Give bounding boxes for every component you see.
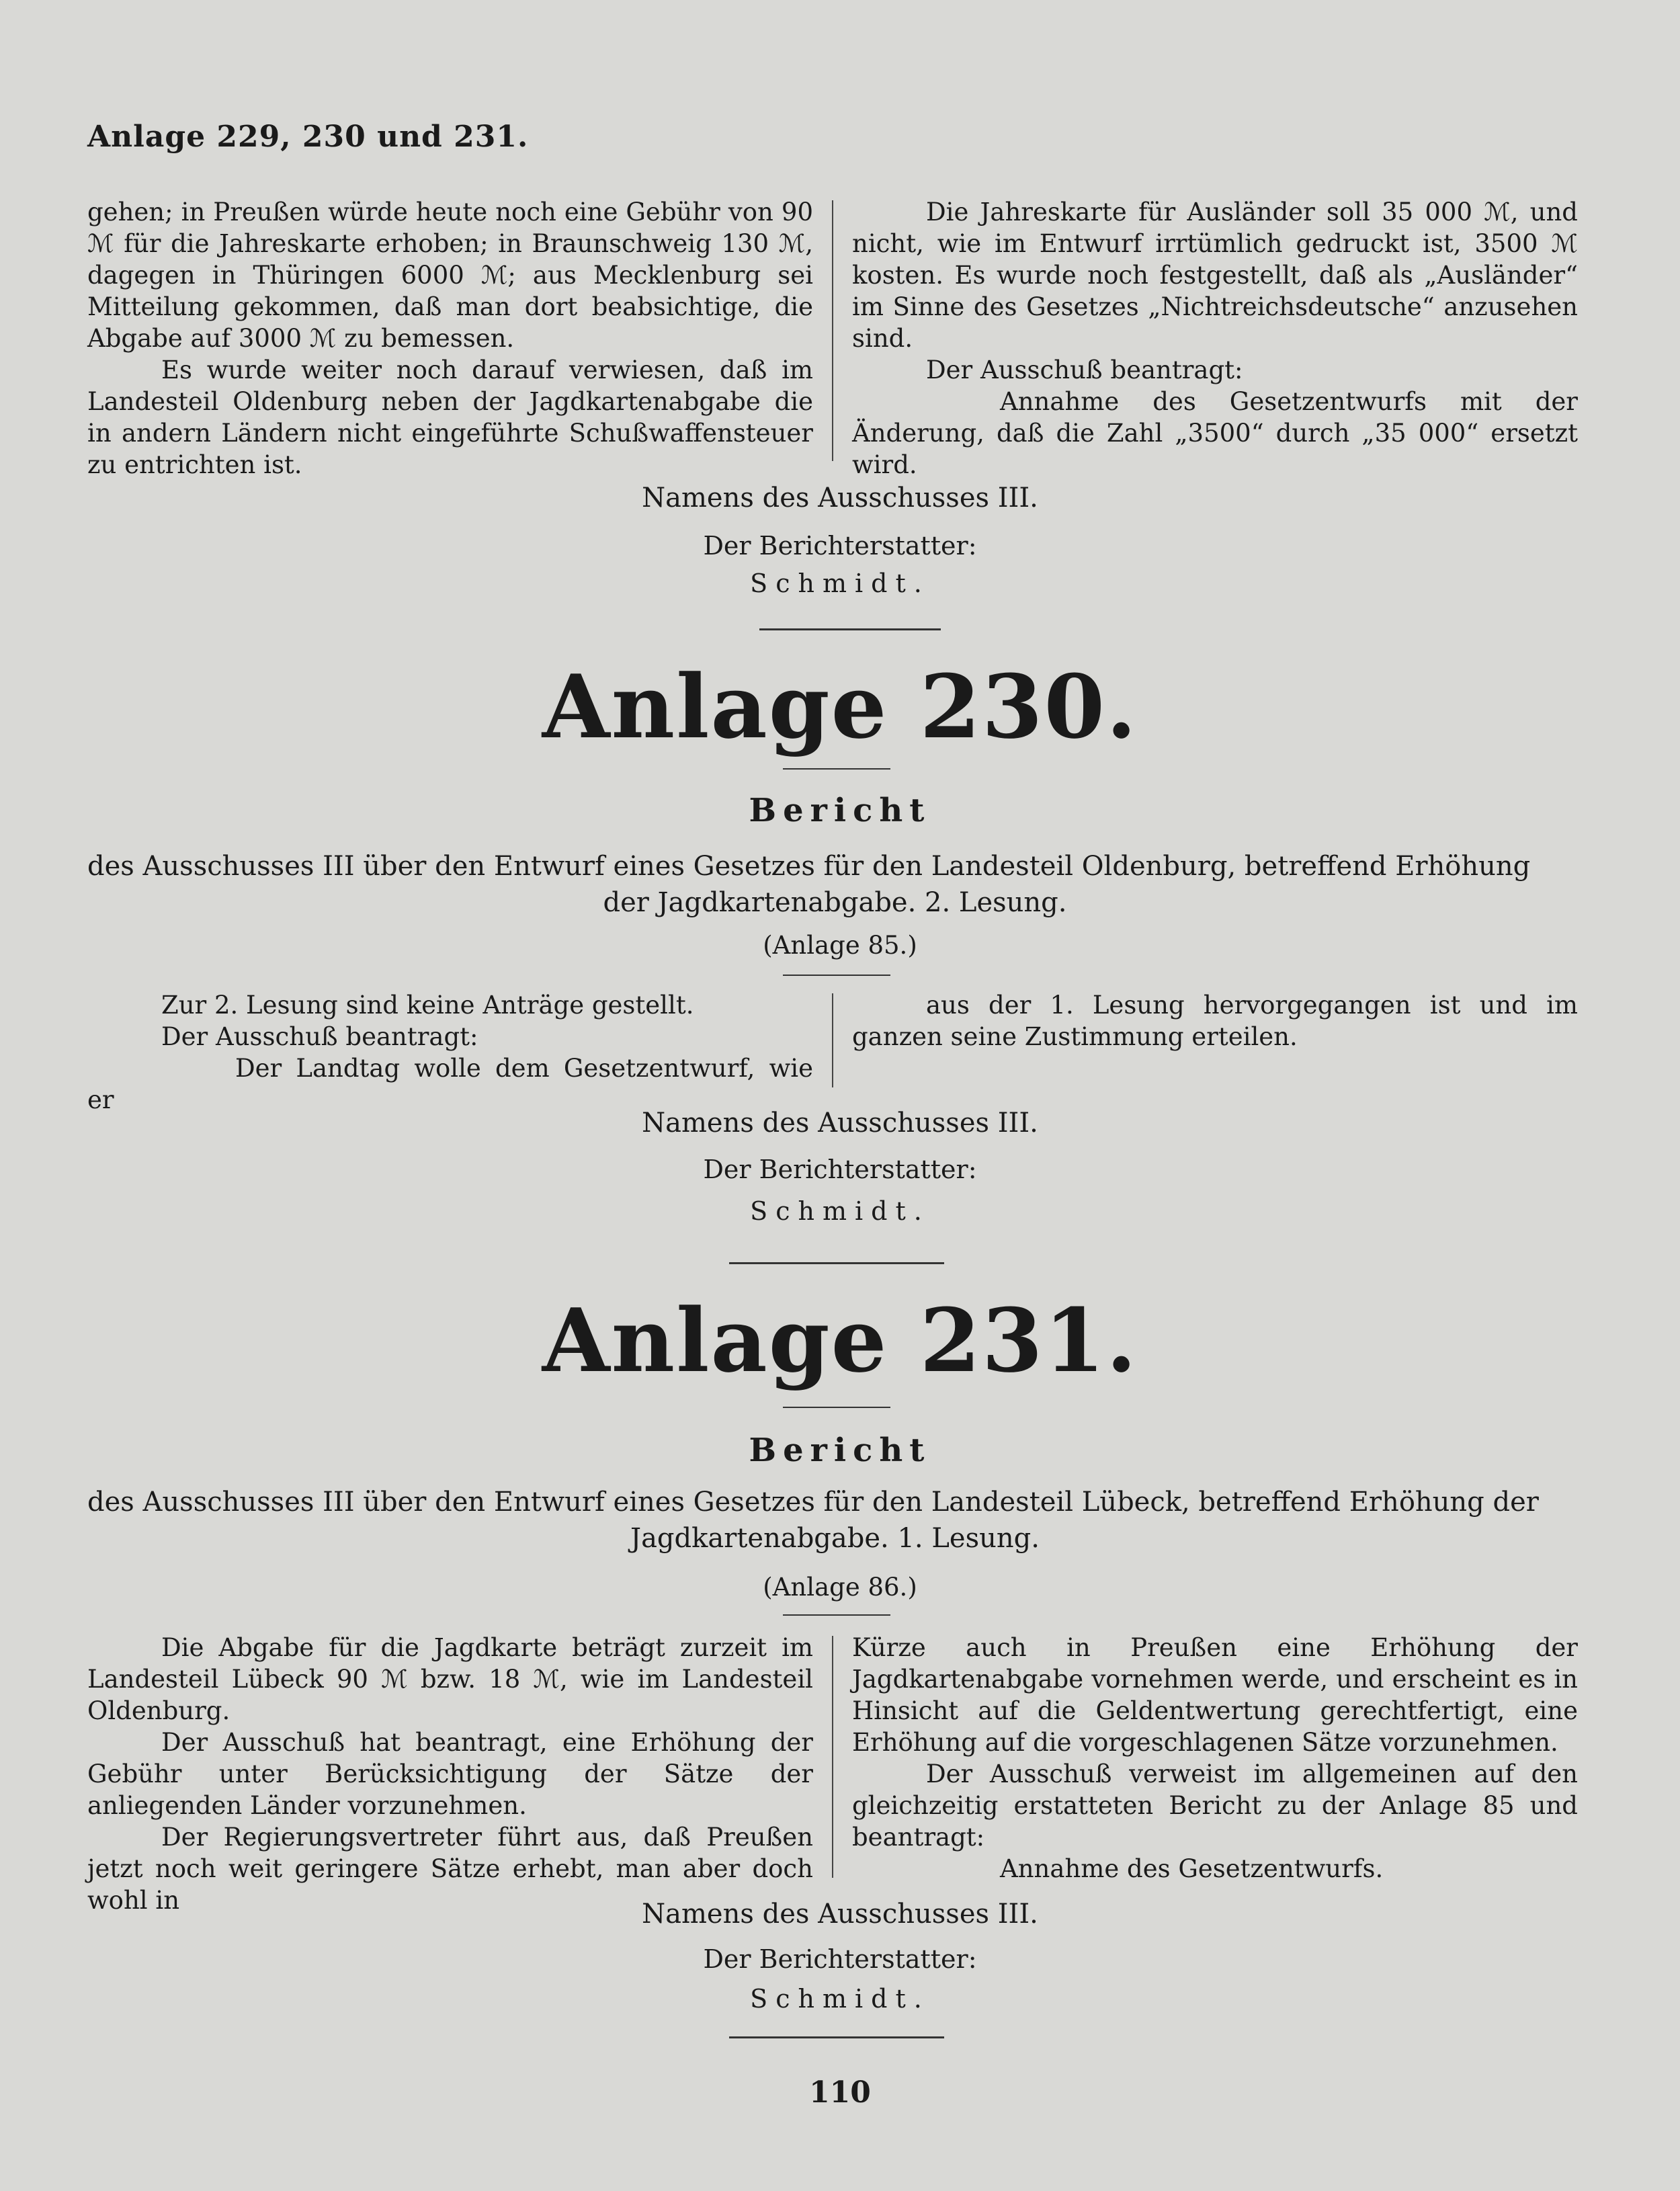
description-line: der Jagdkartenabgabe. 2. Lesung.	[603, 887, 1067, 918]
paragraph: Annahme des Gesetzentwurfs.	[1000, 1854, 1384, 1883]
signature-name: Schmidt.	[750, 1196, 930, 1226]
right-column	[852, 1632, 1578, 1916]
anlage231-bericht-heading: Bericht	[749, 1432, 931, 1469]
anlage231-text-columns	[87, 1632, 1579, 1916]
signature-role: Der Berichterstatter:	[703, 1944, 977, 1974]
page-number: 110	[809, 2075, 871, 2110]
anlage231-title: Anlage 231.	[542, 1289, 1138, 1392]
title-underline	[783, 768, 890, 770]
left-column	[87, 1632, 813, 1916]
anlage229-text-columns	[87, 196, 1579, 481]
paragraph: gehen; in Preußen würde heute noch eine Gebühr von 90 ℳ für die Jahreskarte erhoben; in Braunschweig 130 ℳ, dagegen in Thüringen 6000 ℳ; aus Mecklenburg sei Mitteilung gekommen, daß man dort beabsichtige, die Abgabe auf 3000 ℳ zu bemessen.	[87, 198, 813, 353]
signature-committee: Namens des Ausschusses III.	[642, 483, 1038, 513]
section-divider	[759, 628, 941, 630]
section-divider	[729, 2036, 944, 2038]
paragraph: aus der 1. Lesung hervorgegangen ist und im ganzen seine Zustimmung erteilen.	[852, 991, 1578, 1051]
paragraph: Kürze auch in Preußen eine Erhöhung der Jagdkartenabgabe vornehmen werde, und erscheint es in Hinsicht auf die Geldentwertung gerechtfertigt, eine Erhöhung auf die vorgeschlagenen Sätze vorzunehmen.	[852, 1633, 1578, 1757]
paragraph: Der Ausschuß verweist im allgemeinen auf den gleichzeitig erstatteten Bericht zu der Anlage 85 und beantragt:	[852, 1760, 1578, 1852]
left-column	[87, 989, 813, 1116]
section-divider	[729, 1262, 944, 1264]
anlage230-reference: (Anlage 85.)	[763, 931, 917, 960]
paragraph: Der Ausschuß beantragt:	[161, 1022, 478, 1051]
right-column	[852, 989, 1578, 1116]
column-divider	[832, 200, 833, 461]
anlage230-text-columns	[87, 989, 1579, 1116]
title-underline	[783, 1407, 890, 1408]
column-divider	[832, 1636, 833, 1878]
reference-underline	[783, 1614, 890, 1616]
signature-committee: Namens des Ausschusses III.	[642, 1899, 1038, 1930]
reference-underline	[783, 975, 890, 976]
signature-role: Der Berichterstatter:	[703, 531, 977, 561]
signature-name: Schmidt.	[750, 1984, 930, 2014]
left-column	[87, 196, 813, 481]
signature-name: Schmidt.	[750, 569, 930, 598]
description-line: des Ausschusses III über den Entwurf eines Gesetzes für den Landesteil Lübeck, betreffend Erhöhung der	[87, 1487, 1539, 1518]
anlage230-title: Anlage 230.	[542, 655, 1138, 758]
paragraph: Der Ausschuß beantragt:	[926, 356, 1243, 384]
right-column	[852, 196, 1578, 481]
anlage231-reference: (Anlage 86.)	[763, 1573, 917, 1602]
anlage230-description	[87, 848, 1583, 921]
description-line: des Ausschusses III über den Entwurf eines Gesetzes für den Landesteil Oldenburg, betreffend Erhöhung	[87, 851, 1531, 882]
paragraph: Es wurde weiter noch darauf verwiesen, daß im Landesteil Oldenburg neben der Jagdkartenabgabe die in andern Ländern nicht eingeführte Schußwaffensteuer zu entrichten ist.	[87, 356, 813, 479]
anlage231-description	[87, 1484, 1583, 1557]
signature-committee: Namens des Ausschusses III.	[642, 1108, 1038, 1139]
paragraph: Zur 2. Lesung sind keine Anträge gestellt.	[161, 991, 694, 1020]
paragraph: Die Abgabe für die Jagdkarte beträgt zurzeit im Landesteil Lübeck 90 ℳ bzw. 18 ℳ, wie im Landesteil Oldenburg.	[87, 1633, 813, 1725]
signature-role: Der Berichterstatter:	[703, 1155, 977, 1184]
paragraph: Der Ausschuß hat beantragt, eine Erhöhung der Gebühr unter Berücksichtigung der Sätze der anliegenden Länder vorzunehmen.	[87, 1728, 813, 1820]
paragraph: Der Landtag wolle dem Gesetzentwurf, wie er	[87, 1054, 813, 1114]
paragraph: Der Regierungsvertreter führt aus, daß Preußen jetzt noch weit geringere Sätze erhebt, man aber doch wohl in	[87, 1823, 813, 1915]
column-divider	[832, 993, 833, 1087]
paragraph: Annahme des Gesetzentwurfs mit der Änderung, daß die Zahl „3500“ durch „35 000“ ersetzt wird.	[852, 387, 1578, 479]
anlage230-bericht-heading: Bericht	[749, 792, 931, 829]
paragraph: Die Jahreskarte für Ausländer soll 35 000 ℳ, und nicht, wie im Entwurf irrtümlich gedruckt ist, 3500 ℳ kosten. Es wurde noch festgestellt, daß als „Ausländer“ im Sinne des Gesetzes „Nichtreichsdeutsche“ anzusehen sind.	[852, 198, 1578, 353]
running-head: Anlage 229, 230 und 231.	[87, 120, 529, 154]
description-line: Jagdkartenabgabe. 1. Lesung.	[630, 1523, 1040, 1554]
